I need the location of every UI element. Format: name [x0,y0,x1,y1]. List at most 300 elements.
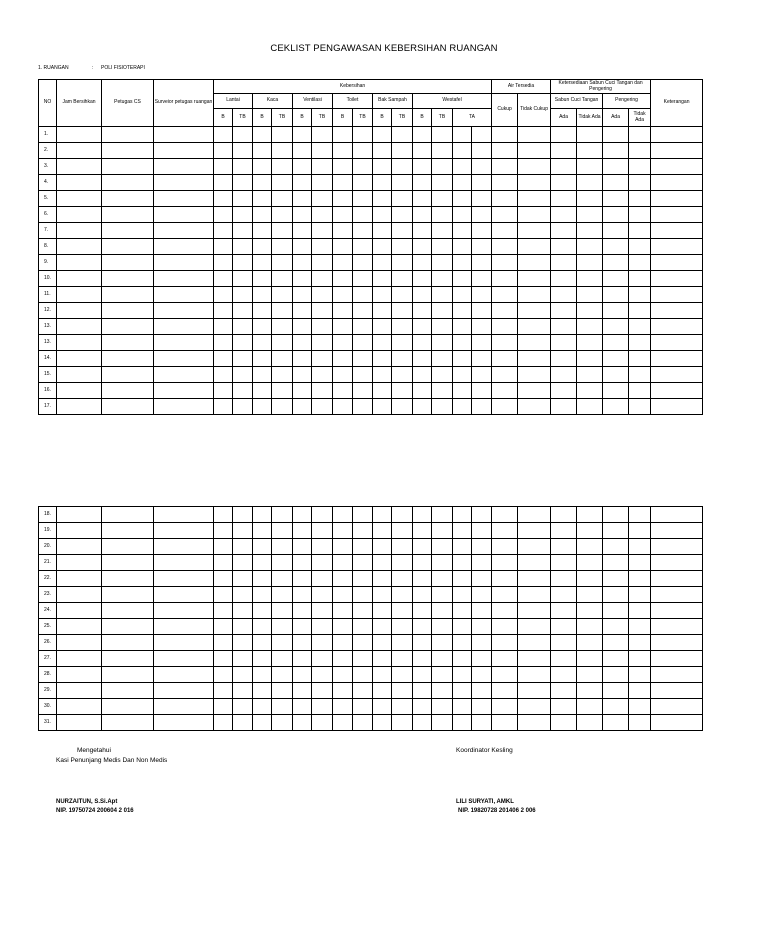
table-cell[interactable] [373,255,392,271]
table-cell[interactable] [629,287,651,303]
table-cell[interactable] [214,127,233,143]
table-cell[interactable] [293,223,312,239]
table-cell[interactable] [373,699,392,715]
table-cell[interactable] [629,603,651,619]
table-cell[interactable] [333,367,353,383]
table-cell[interactable] [57,239,102,255]
table-cell[interactable] [629,143,651,159]
table-cell[interactable] [154,399,214,415]
table-cell[interactable] [518,555,551,571]
table-cell[interactable] [551,223,577,239]
table-cell[interactable] [353,159,373,175]
table-cell[interactable] [333,619,353,635]
table-cell[interactable] [353,539,373,555]
table-cell[interactable] [492,223,518,239]
table-cell[interactable] [629,351,651,367]
table-cell[interactable] [577,175,603,191]
table-cell[interactable] [154,651,214,667]
table-cell[interactable] [551,667,577,683]
table-cell[interactable] [603,571,629,587]
table-cell[interactable] [392,619,413,635]
table-cell[interactable] [392,303,413,319]
table-cell[interactable] [551,571,577,587]
table-cell[interactable] [492,383,518,399]
table-cell[interactable] [154,603,214,619]
table-cell[interactable] [518,715,551,731]
table-cell[interactable] [413,603,432,619]
table-cell[interactable] [392,239,413,255]
table-cell[interactable] [577,699,603,715]
table-cell[interactable] [453,399,472,415]
table-cell[interactable] [629,699,651,715]
table-cell[interactable] [293,635,312,651]
table-cell[interactable] [214,667,233,683]
table-cell[interactable] [577,667,603,683]
table-cell[interactable] [413,507,432,523]
table-cell[interactable] [472,399,492,415]
table-cell[interactable] [293,651,312,667]
table-cell[interactable] [272,287,293,303]
table-cell[interactable] [333,143,353,159]
table-cell[interactable] [629,271,651,287]
table-cell[interactable] [453,507,472,523]
table-cell[interactable] [453,335,472,351]
table-cell[interactable] [453,191,472,207]
table-cell[interactable] [272,271,293,287]
table-cell[interactable] [603,255,629,271]
table-cell[interactable] [102,351,154,367]
table-cell[interactable] [651,555,703,571]
table-cell[interactable] [603,603,629,619]
table-cell[interactable] [333,223,353,239]
table-cell[interactable] [472,223,492,239]
table-cell[interactable] [353,255,373,271]
table-cell[interactable] [373,271,392,287]
table-cell[interactable] [518,523,551,539]
table-cell[interactable] [432,239,453,255]
table-cell[interactable] [472,127,492,143]
table-cell[interactable] [373,523,392,539]
table-cell[interactable] [453,271,472,287]
table-cell[interactable] [253,555,272,571]
table-cell[interactable] [333,507,353,523]
table-cell[interactable] [253,571,272,587]
table-cell[interactable] [312,335,333,351]
table-cell[interactable] [57,207,102,223]
table-cell[interactable] [432,287,453,303]
table-cell[interactable] [551,143,577,159]
table-cell[interactable] [603,383,629,399]
table-cell[interactable] [233,651,253,667]
table-cell[interactable] [629,619,651,635]
table-cell[interactable] [577,207,603,223]
table-cell[interactable] [453,239,472,255]
table-cell[interactable] [651,383,703,399]
table-cell[interactable] [272,699,293,715]
table-cell[interactable] [214,587,233,603]
table-cell[interactable] [272,303,293,319]
table-cell[interactable] [603,159,629,175]
table-cell[interactable] [453,571,472,587]
table-cell[interactable] [312,271,333,287]
table-cell[interactable] [453,143,472,159]
table-cell[interactable] [413,619,432,635]
table-cell[interactable] [312,383,333,399]
table-cell[interactable] [233,127,253,143]
table-cell[interactable] [333,587,353,603]
table-cell[interactable] [272,335,293,351]
table-cell[interactable] [651,319,703,335]
table-cell[interactable] [413,175,432,191]
table-cell[interactable] [392,383,413,399]
table-cell[interactable] [518,399,551,415]
table-cell[interactable] [353,271,373,287]
table-cell[interactable] [492,191,518,207]
table-cell[interactable] [272,603,293,619]
table-cell[interactable] [312,303,333,319]
table-cell[interactable] [253,523,272,539]
table-cell[interactable] [651,539,703,555]
table-cell[interactable] [551,399,577,415]
table-cell[interactable] [233,287,253,303]
table-cell[interactable] [577,239,603,255]
table-cell[interactable] [272,539,293,555]
table-cell[interactable] [373,287,392,303]
table-cell[interactable] [293,159,312,175]
table-cell[interactable] [312,127,333,143]
table-cell[interactable] [577,555,603,571]
table-cell[interactable] [57,587,102,603]
table-cell[interactable] [312,635,333,651]
table-cell[interactable] [651,635,703,651]
table-cell[interactable] [154,667,214,683]
table-cell[interactable] [154,571,214,587]
table-cell[interactable] [551,539,577,555]
table-cell[interactable] [312,239,333,255]
table-cell[interactable] [518,587,551,603]
table-cell[interactable] [57,255,102,271]
table-cell[interactable] [518,191,551,207]
table-cell[interactable] [432,127,453,143]
table-cell[interactable] [233,571,253,587]
table-cell[interactable] [373,571,392,587]
table-cell[interactable] [253,539,272,555]
table-cell[interactable] [492,523,518,539]
table-cell[interactable] [492,667,518,683]
table-cell[interactable] [472,539,492,555]
table-cell[interactable] [413,667,432,683]
table-cell[interactable] [333,303,353,319]
table-cell[interactable] [392,335,413,351]
table-cell[interactable] [293,619,312,635]
table-cell[interactable] [333,399,353,415]
table-cell[interactable] [651,619,703,635]
table-cell[interactable] [392,715,413,731]
table-cell[interactable] [432,255,453,271]
table-cell[interactable] [472,635,492,651]
table-cell[interactable] [57,191,102,207]
table-cell[interactable] [57,399,102,415]
table-cell[interactable] [472,255,492,271]
table-cell[interactable] [651,667,703,683]
table-cell[interactable] [154,303,214,319]
table-cell[interactable] [233,159,253,175]
table-cell[interactable] [57,303,102,319]
table-cell[interactable] [603,191,629,207]
table-cell[interactable] [629,539,651,555]
table-cell[interactable] [492,619,518,635]
table-cell[interactable] [432,699,453,715]
table-cell[interactable] [432,571,453,587]
table-cell[interactable] [629,175,651,191]
table-cell[interactable] [233,303,253,319]
table-cell[interactable] [293,507,312,523]
table-cell[interactable] [333,699,353,715]
table-cell[interactable] [233,207,253,223]
table-cell[interactable] [253,367,272,383]
table-cell[interactable] [651,571,703,587]
table-cell[interactable] [333,651,353,667]
table-cell[interactable] [551,699,577,715]
table-cell[interactable] [312,571,333,587]
table-cell[interactable] [603,619,629,635]
table-cell[interactable] [392,539,413,555]
table-cell[interactable] [253,191,272,207]
table-cell[interactable] [432,351,453,367]
table-cell[interactable] [214,507,233,523]
table-cell[interactable] [577,651,603,667]
table-cell[interactable] [154,319,214,335]
table-cell[interactable] [214,399,233,415]
table-cell[interactable] [272,587,293,603]
table-cell[interactable] [154,271,214,287]
table-cell[interactable] [214,603,233,619]
table-cell[interactable] [392,207,413,223]
table-cell[interactable] [432,619,453,635]
table-cell[interactable] [373,175,392,191]
table-cell[interactable] [413,223,432,239]
table-cell[interactable] [373,667,392,683]
table-cell[interactable] [518,239,551,255]
table-cell[interactable] [577,287,603,303]
table-cell[interactable] [373,383,392,399]
table-cell[interactable] [392,319,413,335]
table-cell[interactable] [518,159,551,175]
table-cell[interactable] [312,699,333,715]
table-cell[interactable] [518,127,551,143]
table-cell[interactable] [453,539,472,555]
table-cell[interactable] [214,651,233,667]
table-cell[interactable] [492,335,518,351]
table-cell[interactable] [102,571,154,587]
table-cell[interactable] [154,635,214,651]
table-cell[interactable] [492,255,518,271]
table-cell[interactable] [603,351,629,367]
table-cell[interactable] [102,539,154,555]
table-cell[interactable] [312,287,333,303]
table-cell[interactable] [453,175,472,191]
table-cell[interactable] [603,271,629,287]
table-cell[interactable] [413,683,432,699]
table-cell[interactable] [102,399,154,415]
table-cell[interactable] [253,715,272,731]
table-cell[interactable] [392,175,413,191]
table-cell[interactable] [353,191,373,207]
table-cell[interactable] [102,699,154,715]
table-cell[interactable] [293,367,312,383]
table-cell[interactable] [214,143,233,159]
table-cell[interactable] [551,127,577,143]
table-cell[interactable] [651,683,703,699]
table-cell[interactable] [233,507,253,523]
table-cell[interactable] [214,287,233,303]
table-cell[interactable] [603,539,629,555]
table-cell[interactable] [233,383,253,399]
table-cell[interactable] [214,523,233,539]
table-cell[interactable] [214,175,233,191]
table-cell[interactable] [57,715,102,731]
table-cell[interactable] [453,303,472,319]
table-cell[interactable] [518,335,551,351]
table-cell[interactable] [353,335,373,351]
table-cell[interactable] [57,651,102,667]
table-cell[interactable] [214,715,233,731]
table-cell[interactable] [353,555,373,571]
table-cell[interactable] [272,635,293,651]
table-cell[interactable] [603,127,629,143]
table-cell[interactable] [214,699,233,715]
table-cell[interactable] [432,683,453,699]
table-cell[interactable] [551,683,577,699]
table-cell[interactable] [57,619,102,635]
table-cell[interactable] [518,207,551,223]
table-cell[interactable] [603,223,629,239]
table-cell[interactable] [577,223,603,239]
table-cell[interactable] [293,587,312,603]
table-cell[interactable] [102,635,154,651]
table-cell[interactable] [214,207,233,223]
table-cell[interactable] [432,539,453,555]
table-cell[interactable] [293,571,312,587]
table-cell[interactable] [629,255,651,271]
table-cell[interactable] [154,287,214,303]
table-cell[interactable] [233,399,253,415]
table-cell[interactable] [551,159,577,175]
table-cell[interactable] [413,335,432,351]
table-cell[interactable] [518,619,551,635]
table-cell[interactable] [272,571,293,587]
table-cell[interactable] [551,383,577,399]
table-cell[interactable] [253,319,272,335]
table-cell[interactable] [373,223,392,239]
table-cell[interactable] [551,303,577,319]
table-cell[interactable] [603,287,629,303]
table-cell[interactable] [603,651,629,667]
table-cell[interactable] [57,667,102,683]
table-cell[interactable] [551,335,577,351]
table-cell[interactable] [518,319,551,335]
table-cell[interactable] [333,191,353,207]
table-cell[interactable] [353,223,373,239]
table-cell[interactable] [392,255,413,271]
table-cell[interactable] [353,239,373,255]
table-cell[interactable] [629,335,651,351]
table-cell[interactable] [413,571,432,587]
table-cell[interactable] [651,159,703,175]
table-cell[interactable] [57,175,102,191]
table-cell[interactable] [272,555,293,571]
table-cell[interactable] [214,383,233,399]
table-cell[interactable] [472,507,492,523]
table-cell[interactable] [577,191,603,207]
table-cell[interactable] [293,539,312,555]
table-cell[interactable] [154,255,214,271]
table-cell[interactable] [154,239,214,255]
table-cell[interactable] [603,523,629,539]
table-cell[interactable] [57,367,102,383]
table-cell[interactable] [577,635,603,651]
table-cell[interactable] [413,523,432,539]
table-cell[interactable] [577,143,603,159]
table-cell[interactable] [154,367,214,383]
table-cell[interactable] [518,175,551,191]
table-cell[interactable] [272,715,293,731]
table-cell[interactable] [492,699,518,715]
table-cell[interactable] [353,319,373,335]
table-cell[interactable] [551,319,577,335]
table-cell[interactable] [333,287,353,303]
table-cell[interactable] [518,699,551,715]
table-cell[interactable] [551,555,577,571]
table-cell[interactable] [312,539,333,555]
table-cell[interactable] [57,683,102,699]
table-cell[interactable] [492,603,518,619]
table-cell[interactable] [312,603,333,619]
table-cell[interactable] [392,507,413,523]
table-cell[interactable] [577,523,603,539]
table-cell[interactable] [472,715,492,731]
table-cell[interactable] [333,555,353,571]
table-cell[interactable] [651,587,703,603]
table-cell[interactable] [492,507,518,523]
table-cell[interactable] [253,287,272,303]
table-cell[interactable] [293,399,312,415]
table-cell[interactable] [312,175,333,191]
table-cell[interactable] [353,699,373,715]
table-cell[interactable] [453,127,472,143]
table-cell[interactable] [413,319,432,335]
table-cell[interactable] [551,175,577,191]
table-cell[interactable] [353,571,373,587]
table-cell[interactable] [312,143,333,159]
table-cell[interactable] [373,143,392,159]
table-cell[interactable] [293,127,312,143]
table-cell[interactable] [214,683,233,699]
table-cell[interactable] [629,555,651,571]
table-cell[interactable] [603,683,629,699]
table-cell[interactable] [102,239,154,255]
table-cell[interactable] [651,399,703,415]
table-cell[interactable] [253,651,272,667]
table-cell[interactable] [154,715,214,731]
table-cell[interactable] [353,587,373,603]
table-cell[interactable] [57,223,102,239]
table-cell[interactable] [472,319,492,335]
table-cell[interactable] [312,367,333,383]
table-cell[interactable] [253,175,272,191]
table-cell[interactable] [57,523,102,539]
table-cell[interactable] [392,127,413,143]
